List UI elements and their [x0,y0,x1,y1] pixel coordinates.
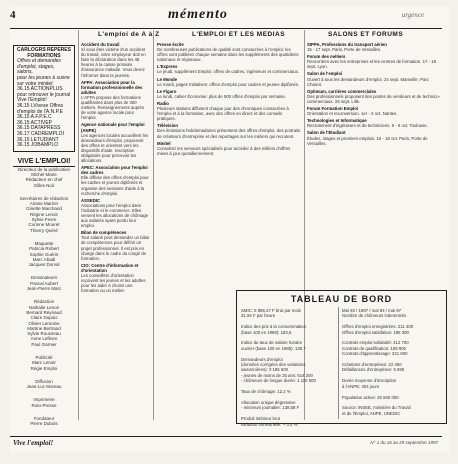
entry-title: Salon de l'Étudiant [307,130,346,136]
entry-text: Ouvert à tous les demandeurs d'emploi. 24 sept. Marseille, Parc Chanot. [307,76,429,87]
entry-title: Accident du travail [81,42,120,47]
tableau-line: Indice des prix à la consommation [241,324,306,330]
entry-text: Elle diffuse des offres d'emploi pour les cadres et jeunes diplômés et organise des sessions d'aide à la recherche d'emploi. [81,175,149,196]
entry-text: Consultez les serveurs spécialisés pour accéder à des milliers d'offres mises à jour quotidiennement. [157,145,291,156]
staff-line: Michel Maire [31,171,57,177]
staff-gap [13,188,75,196]
entry-title: Télévision [157,123,179,129]
tableau-line: à l'ANPE: 404 jours [342,383,380,389]
column-rule [78,30,79,420]
page [10,6,450,452]
staff-gap [13,371,75,379]
staff-line: Secrétaires de rédaction [19,195,69,201]
staff-gap [13,233,75,241]
tableau-line: Mai 93 / 1997 / mai 93 / mai 97 [342,308,401,313]
tableau-line: 31,94 F par heure [241,313,276,319]
minitel-code: pour retrouver le journal [17,91,71,98]
entry-text: 15 - 17 sept. Paris, Porte de Versailles. [307,47,382,53]
staff-gap [13,408,75,416]
entry-title: CIO: Centre d'information et d'orientation [81,262,139,273]
page-title: mémento [168,7,228,22]
tableau-line: Offres d'emploi satisfaites: 195 300 [342,329,409,335]
entry-text: Le lundi, cahier Économie: plus de 500 offres d'emploi par semaine. [157,93,287,99]
staff-gap [13,291,75,299]
entry-text: Si vous êtes victime d'un accident du travail, votre employeur doit en faire la déclaration dans les 48 heures à la caisse primaire d'assurance maladie. Vous devez l'informer dans la journée. [81,47,146,78]
tableau-line: Population active: 25 500 000 [342,394,399,400]
staff-list [13,167,75,427]
column-rule [153,30,154,420]
tableau-line: Contrats d'apprentissage: 221 600 [342,351,408,357]
entry-title: L'Express [157,64,178,70]
entry-title: APEC: Association pour l'emploi des cadres [81,165,148,176]
tableau-de-bord [236,290,447,427]
staff-line: Rédacteur en chef [25,177,63,183]
tableau-right-column [342,308,443,416]
entry-text: Le jeudi, supplément Emploi: offres de cadres, ingénieurs et commerciaux. [157,69,300,75]
minitel-code: 36.15 DATAPRESS [17,125,61,132]
staff-line: Imprimerie [33,397,55,403]
staff-gap [13,267,75,275]
tableau-line: et de l'Emploi, ANPE, UNEDIC [342,410,401,416]
staff-line: Anne Lefèvre [30,336,58,342]
entry-title: Salon de l'emploi [307,71,343,77]
staff-line: Fondateur [33,416,55,422]
minitel-code: 36.15 LETUDIANT [17,136,59,143]
entry-title: Forum Formation Emploi [307,106,359,112]
staff-line: Martine Bertrand [27,325,61,331]
entry-text: Recrutement d'ingénieurs et de techniciens. 8 - 9 oct. Toulouse. [307,123,428,129]
entry-title: ASSEDIC [81,197,101,203]
entry-title: Le Figaro [157,88,177,94]
staff-line: Marc Abadi [32,256,56,262]
staff-line: Diffusion [35,378,53,384]
staff-line: Sylvie Rousseau [27,331,61,337]
staff-line: Patricia Robert [29,246,59,252]
tableau-line: Contrats de qualification: 108 900 [342,345,407,351]
tableau-line: Contrats emploi-solidarité: 412 700 [342,340,409,346]
staff-box [13,158,75,427]
staff-line: Paul Garnier [31,341,57,347]
column-head-a-z: L'emploi de A à Z [98,31,160,38]
minitel-box-heading: CARLOGRS REPERES FORMATIONS [17,47,71,59]
staff-line: Nathalie Lenoir [28,304,60,310]
tableau-line: variation trimestrielle: + 0,4 % [241,421,298,427]
tableau-line: Indice du taux de salaire horaire [241,340,303,346]
entry-text: Des émissions hebdomadaires présentent des offres d'emploi, des portraits de créateurs d'entreprise et des reportages sur les métiers qui recrutent. [157,128,301,139]
sidebar [13,45,75,427]
entry-text: Rencontres avec les entreprises et les centres de formation. 17 - 18 sept. Lyon. [307,59,436,70]
tableau-line: (données corrigées des variations [241,362,306,368]
tableau-de-bord-title: TABLEAU DE BORD [290,294,393,304]
staff-line: Olivier Lemoine [28,320,60,326]
tableau-line: Produit intérieur brut [241,416,280,422]
staff-line: Corinne Mouret [28,222,60,228]
entry-text: Tout salarié peut demander un bilan de compétences pour définir un projet professionnel. Il est pris en charge dans le cadre du congé de formation. [81,235,150,261]
entry-title: Radio [157,100,169,106]
staff-line: Directeur de la publication [17,166,71,172]
column-head-medias: L'EMPLOI ET LES MEDIAS [192,31,286,38]
footer-logo: Vive l'emploi! [13,439,54,447]
entry-text: Des professionnels proposent des postes de vendeurs et de technico-commerciaux. 25 sept. Lille. [307,93,441,104]
entry-text: Plusieurs stations diffusent chaque jour des chroniques consacrées à l'emploi et à la formation, avec des offres en direct et des conseils pratiques. [157,106,289,122]
staff-line: Jacques Dorval [28,262,60,268]
masthead [10,6,442,29]
tableau-line: Durée moyenne d'inscription [342,378,397,384]
footer [10,436,442,451]
entry-title: AFPA: Association pour la formation professionnelle des adultes [81,79,143,95]
staff-line: Marc Lenoir [32,360,56,366]
minitel-code: d'emploi de l'A.N.P.E [17,108,64,115]
minitel-code: 36.15 ACTIONPLUS [17,86,63,93]
page-number: 4 [10,9,16,21]
tableau-line: Créations d'entreprises: 22 450 [342,362,402,368]
entry-title: Presse écrite [157,42,184,47]
entry-text: Associations pour l'emploi dans l'industrie et le commerce. Elles versent les allocations de chômage aux salariés ayant perdu leur emploi. [81,202,149,229]
minitel-box-line: d'emploi, stages, salons, [17,63,55,76]
staff-line: Claire Dupuis [30,315,58,321]
staff-box-title: VIVE L'EMPLOI! [13,158,75,167]
entry-title: Forum des métiers [307,54,346,60]
entry-text: Les agences locales accueillent les demandeurs d'emploi, proposent des offres et orientent vers les dispositifs d'aide. Inscription obligatoire pour percevoir les allocations. [81,132,149,164]
entry-text: Le mardi, pages Initiatives: offres d'emploi pour cadres et jeunes diplômés. [157,81,300,87]
entry-title: Bilan de compétences [81,230,127,236]
tableau-line: ouvrier (base 100 en 1985): 130,7 [241,345,306,351]
entry-text: De nombreuses publications de qualité sont consacrées à l'emploi: les offres sont publiées chaque semaine dans les suppléments des quotidiens nationaux et régionaux. [157,47,299,63]
staff-line: Pierre Dubois [30,421,58,427]
minitel-code: 36.15 JOBAMPLO [17,142,59,149]
staff-line: Ariane Marrier [29,201,59,207]
issue-number: N° 1 du 16 au 29 septembre 1997 [370,440,438,445]
tableau-line: - jeunes de moins de 25 ans: 614 200 [241,372,313,378]
minitel-code: 36.17 CADREMPLOI [17,130,64,137]
entry-text: L'AFPA propose des formations qualifiantes dans plus de 300 métiers. Renseignements auprès de votre agence locale pour l'emploi. [81,94,145,121]
minitel-code: Vive l'Emploi! [17,97,47,104]
staff-line: Ginette Marchand [26,206,62,212]
staff-line: Jean-Luc Moreau [26,384,62,390]
staff-line: Régine Lenoir [29,211,59,217]
entry-title: SIPPA, Professions du transport aérien [307,42,387,47]
minitel-code: 36.15 ACTIVEP [17,119,53,126]
tableau-line: - chômeurs de longue durée: 1 110 500 [241,378,316,384]
column-head-salons: SALONS ET FORUMS [328,31,404,38]
tableau-line: Défaillances d'entreprises: 5 690 [342,367,405,373]
tableau-line: Nombre de chômeurs indemnisés [342,313,407,319]
entry-title: Technologies et Informatique [307,118,367,124]
tableau-line: Allocation unique dégressive [241,399,296,405]
staff-line: Sophie Guérin [29,251,59,257]
tableau-line: Offres d'emploi enregistrées: 211 400 [342,324,414,330]
staff-line: Bernard Reynaud [26,309,62,315]
staff-line: Publicité [35,355,53,360]
entry-title: Le Monde [157,76,178,82]
minitel-box-line: Offres et demandes [17,58,61,65]
entry-title: Optimum, carrières commerciales [307,88,377,94]
staff-line: Jean-Pierre Marc [26,286,62,292]
entry-text: Les conseillers d'orientation reçoivent les jeunes et les adultes pour les aider à choisir une formation ou un métier. [81,273,146,294]
tableau-line: (base 100 en 1980): 183,6 [241,329,292,335]
staff-line: Régie Emploi [30,365,58,371]
staff-line: Rédaction [33,299,55,305]
tableau-line: Source: INSEE, ministère du Travail [342,405,411,411]
minitel-code: 36.15 LVivese Offres [17,102,64,109]
entry-title: Agence nationale pour l'emploi (ANPE) [81,122,145,133]
staff-line: Sylvie Fevre [31,217,57,223]
staff-line: Dessinateurs [30,275,58,281]
staff-line: Roto-Presse [31,402,57,408]
section-tag: urgence [401,11,424,19]
tableau-line: - minimum journalier: 138,58 F [241,405,300,411]
tableau-line: Taux de chômage: 12,2 % [241,389,291,395]
column-medias [157,40,301,286]
column-a-z [81,40,150,420]
minitel-box [13,45,75,152]
minitel-box-line: sur votre minitel: [17,80,54,87]
staff-line: Thierry Quéré [30,227,58,233]
column-salons [307,40,445,286]
staff-line: Gilles Noir [33,182,55,188]
tableau-line: Demandeurs d'emploi [241,356,283,362]
staff-line: Pascal Aubert [30,280,58,286]
entry-text: Études, stages et premiers emplois. 15 - 18 oct. Paris, Porte de Versailles. [307,135,428,146]
minitel-box-line: pour les jeunes à suivre [17,74,70,81]
minitel-code: 36.15 A.F.P.E.C [17,114,52,121]
tableau-line: SMIC: 5 886,27 F brut par mois [241,308,301,313]
minitel-box-body [17,59,71,87]
staff-gap [13,347,75,355]
tableau-line: saisonnières): 3 185 600 [241,367,289,373]
staff-line: Maquette [34,240,54,246]
entry-text: Orientation et reconversion. 1er - 2 oct. Nantes. [307,111,398,117]
entry-title: Minitel [157,140,171,146]
staff-gap [13,389,75,397]
minitel-box-codes [17,87,71,149]
tableau-divider [338,307,339,419]
tableau-left-column [241,308,336,427]
